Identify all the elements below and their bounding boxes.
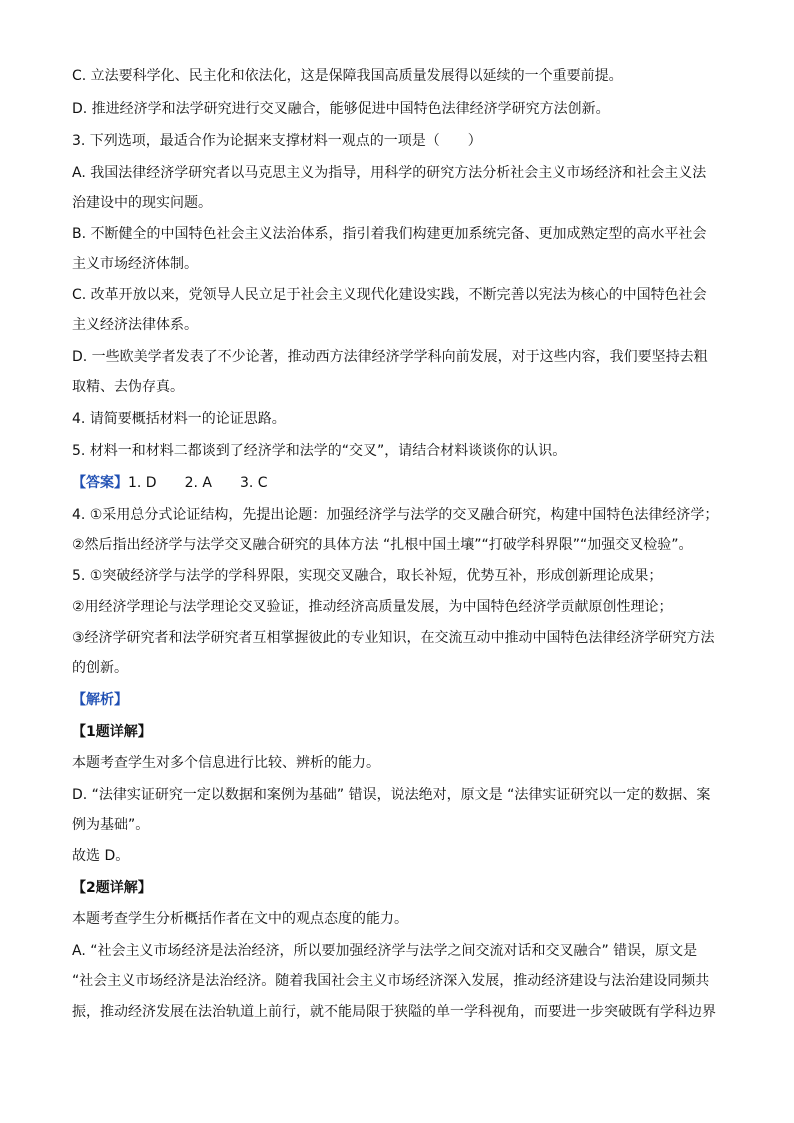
- q3-option-a: A. 我国法律经济学研究者以马克思主义为指导，用科学的研究方法分析社会主义市场经济和社会主义法: [72, 165, 707, 181]
- q3-option-d-cont: 取精、去伪存真。: [72, 379, 184, 395]
- q2-line-4: 振，推动经济发展在法治轨道上前行，就不能局限于狭隘的单一学科视角，而要进一步突破既有学科边界: [72, 1004, 716, 1020]
- q1-line-1: 本题考查学生对多个信息进行比较、辨析的能力。: [72, 755, 380, 771]
- answer-choices: 1. D 2. A 3. C: [128, 475, 268, 491]
- option-d-line: D. 推进经济学和法学研究进行交叉融合，能够促进中国特色法律经济学研究方法创新。: [72, 101, 610, 117]
- answer-5-line-3: ③经济学研究者和法学研究者互相掌握彼此的专业知识，在交流互动中推动中国特色法律经济学研究方法: [72, 630, 715, 646]
- q3-option-a-cont: 治建设中的现实问题。: [72, 195, 212, 211]
- q2-line-3: “社会主义市场经济是法治经济。随着我国社会主义市场经济深入发展，推动经济建设与法治建设同频共: [72, 973, 710, 989]
- option-c-line: C. 立法要科学化、民主化和依法化，这是保障我国高质量发展得以延续的一个重要前提。: [72, 68, 623, 84]
- q2-line-2: A. “社会主义市场经济是法治经济，所以要加强经济学与法学之间交流对话和交叉融合” 错误，原文是: [72, 943, 698, 959]
- q3-option-c-cont: 主义经济法律体系。: [72, 317, 198, 333]
- q3-option-b-cont: 主义市场经济体制。: [72, 256, 198, 272]
- q3-option-d: D. 一些欧美学者发表了不少论著，推动西方法律经济学学科向前发展，对于这些内容，我们要坚持去粗: [72, 349, 708, 365]
- question-3: 3. 下列选项，最适合作为论据来支撑材料一观点的一项是（ ）: [72, 133, 482, 149]
- question-4: 4. 请简要概括材料一的论证思路。: [72, 411, 286, 427]
- q2-detail-label: 【2题详解】: [72, 880, 152, 896]
- q1-line-3: 例为基础”。: [72, 817, 150, 833]
- answer-5-line-2: ②用经济学理论与法学理论交叉验证，推动经济高质量发展，为中国特色经济学贡献原创性理论；: [72, 599, 673, 615]
- q2-line-1: 本题考查学生分析概括作者在文中的观点态度的能力。: [72, 911, 408, 927]
- answer-5-line-4: 的创新。: [72, 660, 128, 676]
- answer-5-line-1: 5. ①突破经济学与法学的学科界限，实现交叉融合，取长补短，优势互补，形成创新理论成果；: [72, 568, 663, 584]
- answer-line: [72, 473, 732, 493]
- question-5: 5. 材料一和材料二都谈到了经济学和法学的“交叉”，请结合材料谈谈你的认识。: [72, 443, 567, 459]
- answer-4-line-2: ②然后指出经济学与法学交叉融合研究的具体方法 “扎根中国土壤”“打破学科界限”“加强交叉检验”。: [72, 537, 693, 553]
- q3-option-b: B. 不断健全的中国特色社会主义法治体系，指引着我们构建更加系统完备、更加成熟定型的高水平社会: [72, 226, 707, 242]
- q1-line-2: D. “法律实证研究一定以数据和案例为基础” 错误，说法绝对，原文是 “法律实证研究以一定的数据、案: [72, 787, 711, 803]
- q1-detail-label: 【1题详解】: [72, 724, 152, 740]
- q1-line-4: 故选 D。: [72, 848, 130, 864]
- analysis-label: 【解析】: [72, 692, 128, 708]
- q3-option-c: C. 改革开放以来，党领导人民立足于社会主义现代化建设实践，不断完善以宪法为核心的中国特色社会: [72, 287, 707, 303]
- answer-4-line-1: 4. ①采用总分式论证结构，先提出论题：加强经济学与法学的交叉融合研究，构建中国特色法律经济学；: [72, 507, 719, 523]
- answer-label: 【答案】: [72, 475, 128, 491]
